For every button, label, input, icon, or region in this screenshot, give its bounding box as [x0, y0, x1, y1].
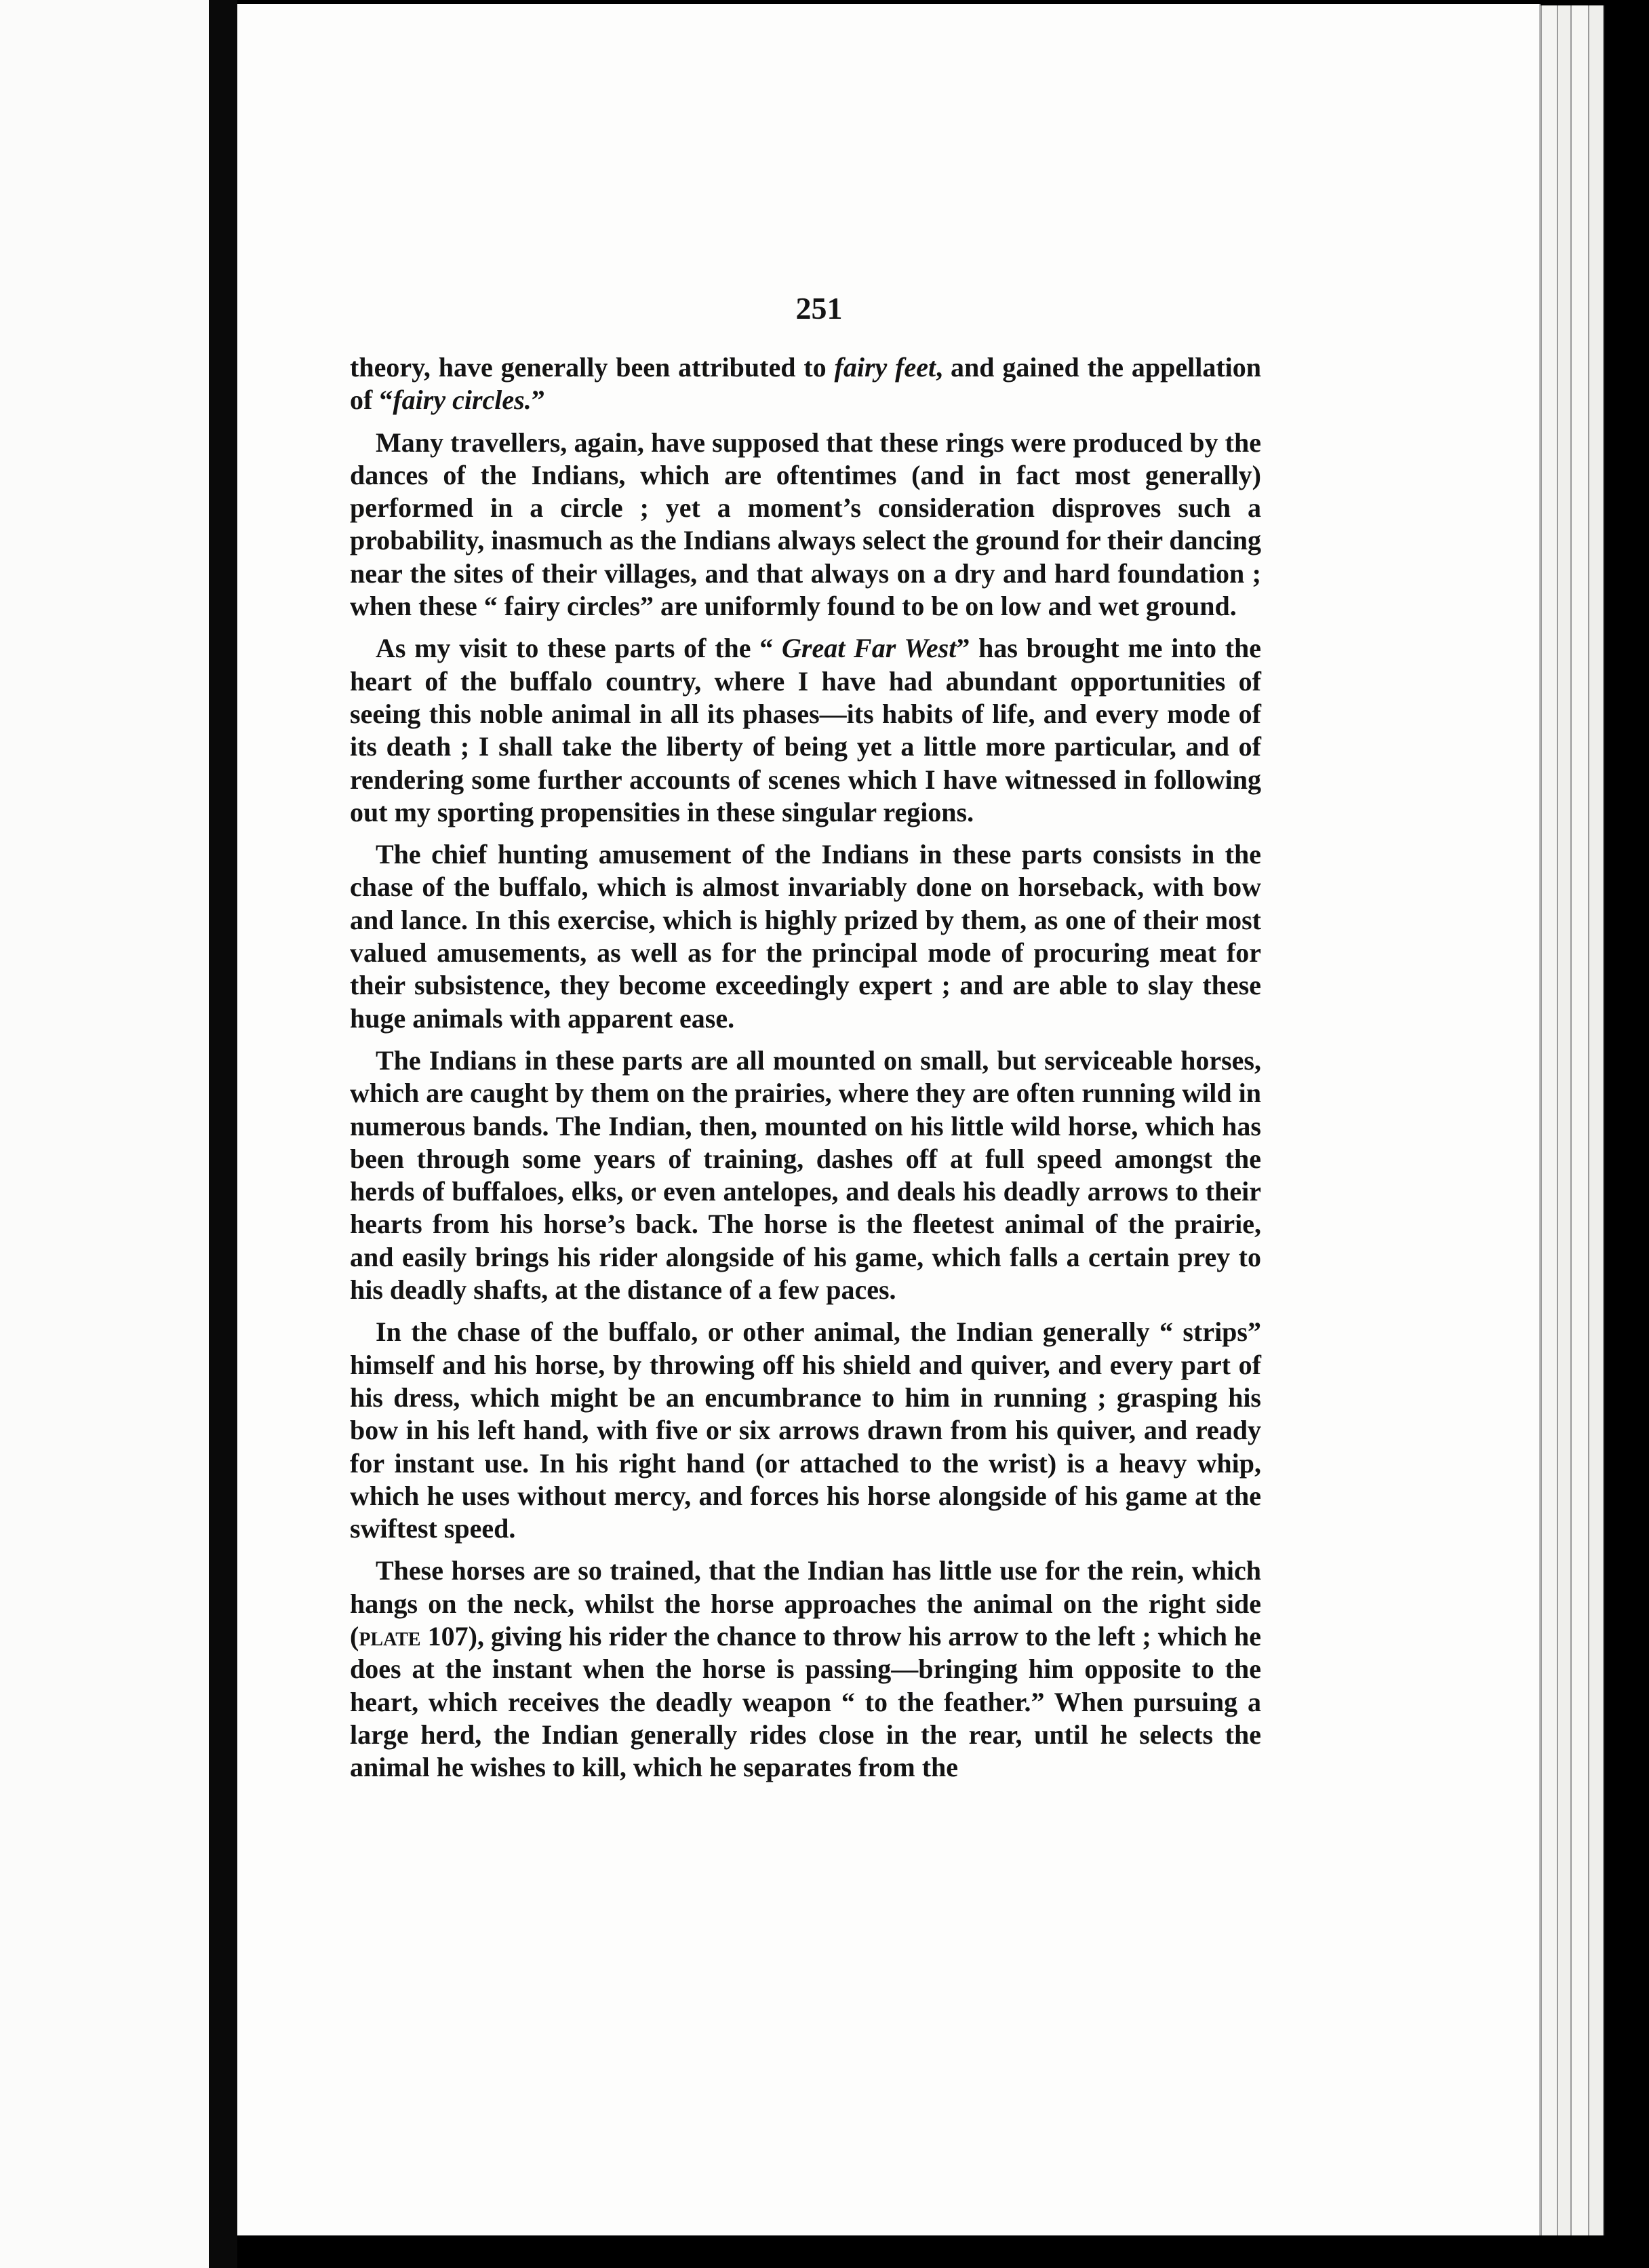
- text-run: 107), giving his rider the chance to throw his arrow to the left ; which he does at the instant when the horse is passing—bringing him opposite to the heart, which receives the deadly weapon “ to the feather.” When pursuing a large herd, the Indian generally rides close in the rear, until he selects the animal he wishes to kill, which he separates from the: [350, 1620, 1261, 1783]
- text-run: plate: [359, 1620, 421, 1651]
- text-run: These horses are so trained, that the Indian has little use for the rein, which hangs on the neck, whilst the horse approaches the animal on the right side (: [350, 1555, 1261, 1651]
- text-run: theory, have generally been attributed to: [350, 352, 835, 383]
- body-text: [350, 351, 1261, 1793]
- text-run: In the chase of the buffalo, or other animal, the Indian generally “ strips” himself and his horse, by throwing off his shield and quiver, and every part of his dress, which might be an encumbrance to him in running ; grasping his bow in his left hand, with five or six arrows drawn from his quiver, and ready for instant use. In his right hand (or attached to the wrist) is a heavy whip, which he uses without mercy, and forces his horse alongside of his game at the swiftest speed.: [350, 1316, 1261, 1544]
- text-run: As my visit to these parts of the “: [376, 633, 782, 664]
- paragraph: [350, 838, 1261, 1035]
- text-run: fairy circles.: [393, 385, 532, 416]
- paragraph: [350, 1044, 1261, 1306]
- page-edge: [1570, 5, 1588, 2237]
- text-run: ”: [531, 385, 545, 416]
- paragraph: [350, 427, 1261, 623]
- page-edge: [1588, 5, 1604, 2237]
- book-gutter: [209, 0, 237, 2268]
- facing-page-edge: [0, 0, 209, 2268]
- text-run: fairy feet: [834, 352, 936, 383]
- page-number: 251: [795, 291, 843, 326]
- paragraph: [350, 1555, 1261, 1784]
- scan-border: [237, 2235, 1649, 2268]
- text-run: The Indians in these parts are all mounted on small, but serviceable horses, which are caught by them on the prairies, where they are often running wild in numerous bands. The Indian, then, mounted on his little wild horse, which has been through some years of training, dashes off at full speed amongst the herds of buffaloes, elks, or even antelopes, and deals his deadly arrows to their hearts from his horse’s back. The horse is the fleetest animal of the prairie, and easily brings his rider alongside of his game, which falls a certain prey to his deadly shafts, at the distance of a few paces.: [350, 1044, 1261, 1306]
- page-edge: [1541, 5, 1557, 2237]
- paragraph: [350, 1316, 1261, 1545]
- text-run: The chief hunting amusement of the Indians in these parts consists in the chase of the buffalo, which is almost invariably done on horseback, with bow and lance. In this exercise, which is highly prized by them, as one of their most valued amusements, as well as for the principal mode of procuring meat for their subsistence, they become exceedingly expert ; and are able to slay these huge animals with apparent ease.: [350, 839, 1261, 1034]
- text-run: ” has brought me into the heart of the buffalo country, where I have had abundant opportunities of seeing this noble animal in all its phases—its habits of life, and every mode of its death ; I shall take the liberty of being yet a little more particular, and of rendering some further accounts of scenes which I have witnessed in following out my sporting propensities in these singular regions.: [350, 633, 1262, 827]
- text-run: Many travellers, again, have supposed that these rings were produced by the dances of the Indians, which are oftentimes (and in fact most generally) performed in a circle ; yet a moment’s consideration disproves such a probability, inasmuch as the Indians always select the ground for their dancing near the sites of their villages, and that always on a dry and hard foundation ; when these “ fairy circles” are uniformly found to be on low and wet ground.: [350, 427, 1261, 622]
- text-run: , and gained the appellation of “: [350, 352, 1261, 416]
- paragraph: [350, 632, 1261, 829]
- text-run: Great Far West: [782, 633, 957, 664]
- paragraph: [350, 351, 1261, 417]
- page-edge: [1557, 5, 1570, 2237]
